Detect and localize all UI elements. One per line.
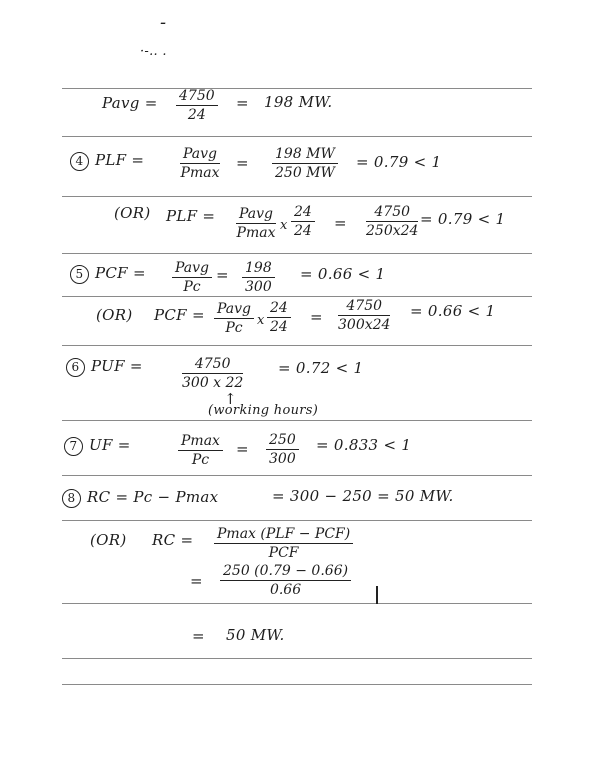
pcf-alt-numerator-3: 4750 [338,298,390,316]
step-8-badge: 8 [62,489,81,508]
pcf-alt-prefix: (OR) [96,306,133,324]
puf-arrow: ↑ [224,390,237,408]
puf-numerator: 4750 [182,356,243,374]
pcf-alt-denominator: Pc [225,320,243,336]
rc-alt-denominator: PCF [268,545,299,561]
ruled-line [62,136,532,137]
rc-alt-lhs: RC = [152,531,194,549]
pcf-alt-fraction [214,301,254,336]
pcf-result: = 0.66 < 1 [300,265,386,283]
rc-alt-numerator: Pmax (PLF − PCF) [214,526,353,544]
pcf-alt-lhs: PCF = [154,306,205,324]
plf-alt-eq: = [334,214,347,232]
plf-label: PLF = [95,151,145,169]
uf-fraction [178,433,223,468]
pcf-numerator-2: 198 [242,260,275,278]
pcf-alt-numerator: Pavg [214,301,254,319]
plf-numerator: Pavg [180,146,220,164]
step-4-badge: 4 [70,152,89,171]
pcf-fraction-2 [242,260,275,295]
rc-result: = 300 − 250 = 50 MW. [272,487,454,505]
pavg-lhs: Pavg = [102,94,158,112]
plf-denominator-2: 250 MW [275,165,335,181]
rc-final-eq: = [192,627,205,645]
rc-step-eq: = [190,572,203,590]
plf-denominator: Pmax [180,165,220,181]
ruled-line [62,345,532,346]
uf-label: UF = [89,436,131,454]
plf-numerator-2: 198 MW [272,146,338,164]
plf-alt-numerator-2: 24 [291,204,315,222]
plf-alt-numerator-3: 4750 [366,204,418,222]
pcf-alt-denominator-3: 300x24 [338,317,391,333]
plf-alt-times: x [280,218,288,233]
uf-denominator: Pc [191,452,210,468]
pcf-alt-result: = 0.66 < 1 [410,302,496,320]
pcf-fraction [172,260,212,295]
puf-fraction [182,356,243,391]
ruled-line [62,420,532,421]
pcf-eq1: = [216,266,229,284]
uf-result: = 0.833 < 1 [316,436,412,454]
step-5-badge: 5 [70,265,89,284]
ruled-line [62,88,532,89]
uf-numerator-2: 250 [266,432,299,450]
header-dots: ·-.. . [140,44,167,59]
puf-denominator: 300 x 22 [182,375,244,391]
pcf-alt-numerator-2: 24 [267,300,291,318]
rc-alt-fraction [214,526,353,561]
rc-alt-prefix: (OR) [90,531,127,549]
ruled-line [62,658,532,659]
rc-final-value: 50 MW. [226,626,285,644]
plf-alt-lhs: PLF = [166,207,216,225]
plf-alt-fraction-2 [291,204,315,239]
uf-numerator: Pmax [178,433,223,451]
pcf-label: PCF = [95,264,146,282]
plf-fraction [180,146,220,181]
pcf-alt-denominator-2: 24 [270,319,288,335]
plf-fraction-2 [272,146,338,181]
plf-alt-prefix: (OR) [114,204,151,222]
plf-alt-fraction [236,206,276,241]
uf-eq1: = [236,440,249,458]
uf-lhs [64,436,131,456]
uf-fraction-2 [266,432,299,467]
rc-step-numerator: 250 (0.79 − 0.66) [220,563,351,581]
ruled-line [62,520,532,521]
pavg-result: 198 MW. [264,93,333,111]
plf-alt-denominator-2: 24 [294,223,312,239]
plf-lhs [70,151,144,171]
rc-label: RC = Pc − Pmax [87,488,219,506]
puf-note: (working hours) [208,403,319,418]
plf-alt-fraction-3 [366,204,418,239]
plf-alt-denominator-3: 250x24 [366,223,419,239]
pcf-denominator-2: 300 [245,279,272,295]
pavg-denominator: 24 [187,107,206,123]
pcf-denominator: Pc [183,279,201,295]
pavg-eq: = [236,94,249,112]
puf-result: = 0.72 < 1 [278,359,364,377]
header-dash: - [160,12,167,33]
puf-label: PUF = [91,357,143,375]
pcf-lhs [70,264,146,284]
plf-eq1: = [236,154,249,172]
uf-denominator-2: 300 [269,451,296,467]
ruled-line [62,253,532,254]
pcf-alt-fraction-3 [338,298,390,333]
ruled-line [62,603,532,604]
ruled-line [62,196,532,197]
rc-step-denominator: 0.66 [269,582,302,598]
pcf-alt-fraction-2 [267,300,291,335]
pavg-fraction [176,88,218,123]
pcf-alt-eq: = [310,308,323,326]
plf-alt-denominator: Pmax [236,225,276,241]
step-6-badge: 6 [66,358,85,377]
rc-lhs [62,488,218,508]
ruled-line [62,475,532,476]
pcf-numerator: Pavg [172,260,212,278]
rc-step-fraction [220,563,351,598]
puf-lhs [66,357,143,377]
ruled-line [62,296,532,297]
pavg-numerator: 4750 [176,88,218,106]
pen-mark [376,586,378,604]
plf-result: = 0.79 < 1 [356,153,442,171]
ruled-line [62,684,532,685]
plf-alt-result: = 0.79 < 1 [420,210,506,228]
step-7-badge: 7 [64,437,83,456]
plf-alt-numerator: Pavg [236,206,276,224]
pcf-alt-times: x [257,313,265,328]
